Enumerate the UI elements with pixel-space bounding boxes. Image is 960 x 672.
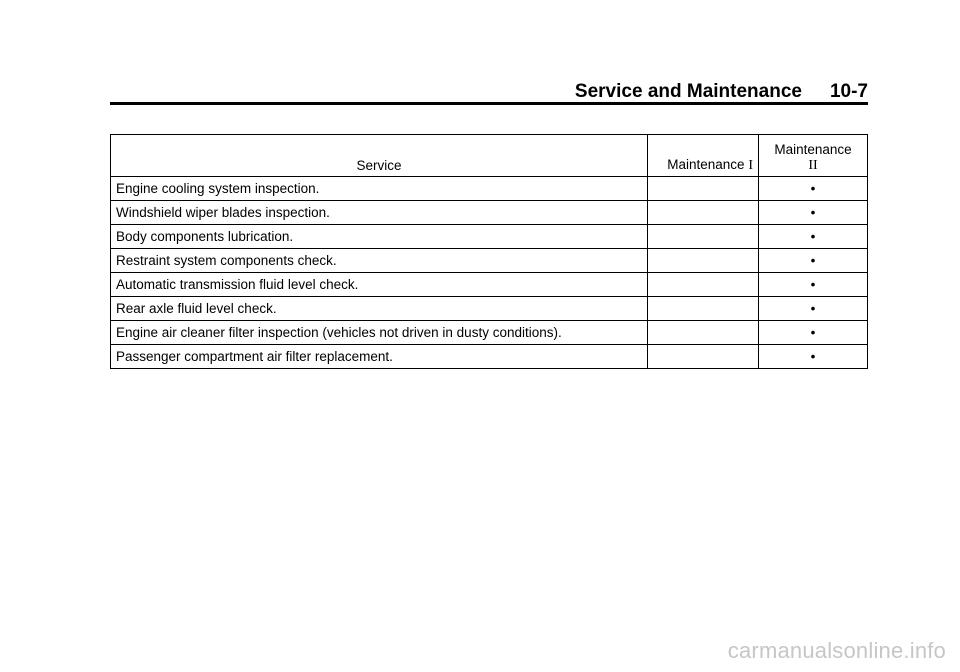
maintenance-1-cell: [648, 177, 759, 201]
maintenance-1-cell: [648, 249, 759, 273]
service-cell: Rear axle fluid level check.: [111, 297, 648, 321]
service-cell: Passenger compartment air filter replacement.: [111, 345, 648, 369]
table-row: [111, 225, 868, 249]
table-row: [111, 249, 868, 273]
maintenance-2-cell: •: [759, 273, 868, 297]
maintenance-2-cell: •: [759, 225, 868, 249]
table-row: [111, 297, 868, 321]
table-row: [111, 273, 868, 297]
maintenance-1-cell: [648, 225, 759, 249]
column-header-service: Service: [111, 135, 648, 177]
service-cell: Engine air cleaner filter inspection (vehicles not driven in dusty conditions).: [111, 321, 648, 345]
maintenance-2-cell: •: [759, 345, 868, 369]
table-header-row: [111, 135, 868, 177]
service-cell: Windshield wiper blades inspection.: [111, 201, 648, 225]
service-cell: Body components lubrication.: [111, 225, 648, 249]
column-header-m2-word: Maintenance: [774, 142, 852, 157]
table-row: [111, 177, 868, 201]
maintenance-1-cell: [648, 273, 759, 297]
maintenance-2-cell: •: [759, 321, 868, 345]
maintenance-1-cell: [648, 321, 759, 345]
section-title: Service and Maintenance: [574, 81, 802, 102]
page-number: 10-7: [829, 81, 868, 102]
maintenance-2-cell: •: [759, 177, 868, 201]
service-cell: Engine cooling system inspection.: [111, 177, 648, 201]
header-rule: [110, 102, 868, 105]
column-header-m1-word: Maintenance: [667, 157, 745, 172]
column-header-maintenance-1: [648, 135, 759, 177]
service-cell: Automatic transmission fluid level check.: [111, 273, 648, 297]
table-row: [111, 321, 868, 345]
maintenance-1-cell: [648, 345, 759, 369]
maintenance-table: [110, 134, 868, 369]
watermark: carmanualsonline.info: [727, 638, 946, 663]
table-row: [111, 345, 868, 369]
maintenance-1-cell: [648, 297, 759, 321]
column-header-m1-num: I: [748, 158, 753, 173]
table-row: [111, 201, 868, 225]
maintenance-2-cell: •: [759, 297, 868, 321]
page-header: [110, 80, 868, 104]
maintenance-2-cell: •: [759, 249, 868, 273]
maintenance-1-cell: [648, 201, 759, 225]
column-header-m2-num: II: [808, 158, 818, 173]
column-header-maintenance-2: [759, 135, 868, 177]
maintenance-2-cell: •: [759, 201, 868, 225]
service-cell: Restraint system components check.: [111, 249, 648, 273]
